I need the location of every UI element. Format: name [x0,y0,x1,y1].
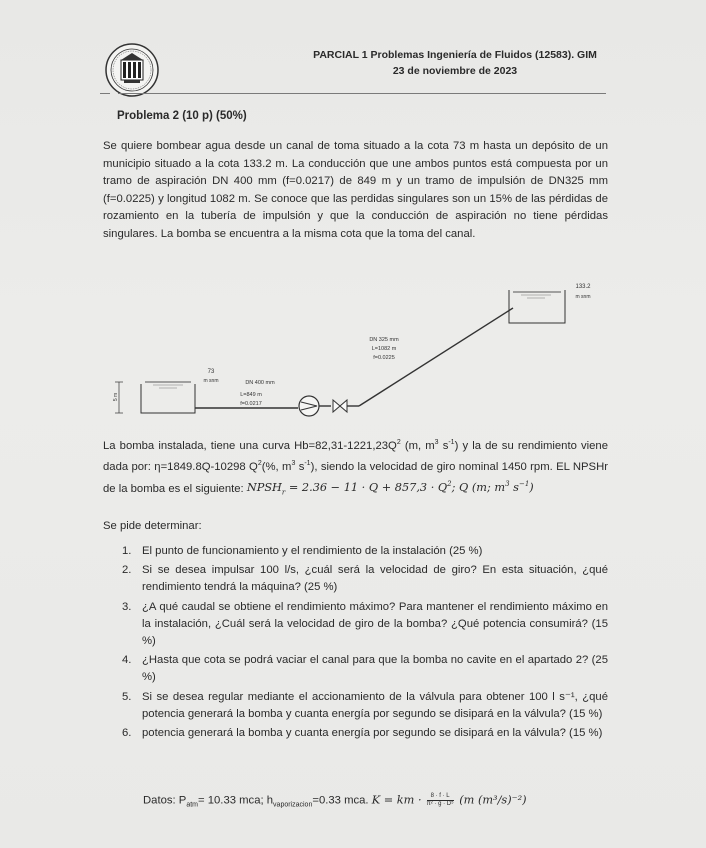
depth-label: 5 m [113,392,119,402]
list-item: 2. Si se desea impulsar 100 l/s, ¿cuál será la velocidad de giro? En esta situación, ¿qué rendimiento tendrá la máquina? (25 %) [122,564,608,594]
intake-canal [141,384,195,413]
header-rule [118,93,606,94]
k-fraction: $\frac{8 \cdot f \cdot L}{\text{π² · g · D⁵}}$ [426,793,454,807]
npsh-formula: $NPSH_r = 2.36 - 11 \cdot Q + 857,3 \cdot Q^2$; Q (m; $m^3$ $s^{-1}$) [246,480,534,497]
list-item: 4. ¿Hasta que cota se podrá vaciar el canal para que la bomba no cavite en el apartado 2? (25 %) [122,654,608,684]
data-line: Datos: $P_{atm}= 10.33$ mca; $h_{vaporizacion}=0.33$ mca. K = km · $\frac{8 \cdot f \cdot L}{\text{π² · g · D⁵}}$ (m (m³/s)⁻²) [143,793,527,809]
impulse-length: L=1082 m [371,346,397,352]
valve-icon [333,400,347,412]
header-rule-left [100,93,110,94]
lower-cota: 73 [207,369,215,375]
list-item: 1. El punto de funcionamiento y el rendimiento de la instalación (25 %) [122,545,483,557]
efficiency-units: (%, m [261,461,292,474]
pump-curves-paragraph: La bomba instalada, tiene una curva $Hb=82,31-1221,23Q^2$ (m, $m^3$ $s^{-1}$) y la de su rendimiento viene dada por: η=1849.8Q-10298 $Q^2(\%$, $m^3$ $s^{-1}$), siendo la velocidad de giro nominal 1450 rpm. EL NPSHr de la bomba es el siguiente: $NPSH_r = 2.36 - 11 \cdot Q + 857,3 \cdot Q^2$; Q (m; $m^3$ $s^{-1}$) [103,439,608,497]
pump-curve-units: (m, m [400,439,435,452]
nominal-speed-text: ), siendo la velocidad de giro nominal 1450 rpm. EL NPSHr de la bomba es el siguiente: [103,461,608,495]
impulse-friction: f=0.0225 [373,355,395,361]
list-item: 5. Si se desea regular mediante el accionamiento de la válvula para obtener 100 l s⁻¹, ¿qué potencia generará la bomba y cuanta energía por segundo se disipará en la válvula? (15 %) [122,690,608,720]
questions-list [118,543,608,744]
impulse-dn: DN 325 mm [369,337,399,343]
exam-header [290,47,620,79]
suction-friction: f=0.0217 [240,401,262,407]
problem-title: Problema 2 (10 p) (50%) [117,110,247,122]
questions-intro: Se pide determinar: [103,520,202,532]
pump-curve-text: La bomba instalada, tiene una curva Hb=82,31-1221,23Q [103,439,397,452]
lower-cota-unit: m snm [203,378,219,384]
efficiency-curve-text: ) y la de su rendimiento viene dada por: η=1849.8Q-10298 Q [103,439,608,474]
pump-curve-units-2: s [438,439,449,452]
header-title: PARCIAL 1 Problemas Ingeniería de Fluidos (12583). GIM [313,49,597,61]
suction-length: L=849 m [240,392,262,398]
efficiency-units-2: s [295,461,305,474]
header-date: 23 de noviembre de 2023 [392,65,518,77]
pumping-diagram [103,278,613,423]
upper-cota: 133.2 [575,284,591,290]
list-item: 6. potencia generará la bomba y cuanta energía por segundo se disipará en la válvula? (15 %) [122,727,603,740]
suction-dn: DN 400 mm [245,380,275,386]
list-item: 3. ¿A qué caudal se obtiene el rendimiento máximo? Para mantener el rendimiento máximo en la instalación, ¿Cuál será la velocidad de giro de la bomba? ¿Qué potencia consumirá? (15 %) [122,600,608,648]
problem-intro: Se quiere bombear agua desde un canal de toma situado a la cota 73 m hasta un depósito de un municipio situado a la cota 133.2 m. La conducción que une ambos puntos está compuesta por un tramo de aspiración DN 400 mm (f=0.0217) de 849 m y un tramo de impulsión de DN325 mm (f=0.0225) y longitud 1082 m. Se conoce que las perdidas singulares son un 15% de las pérdidas de rozamiento en la tubería de impulsión y que la conducción de aspiración no tiene pérdidas singulares. La bomba se encuentra a la misma cota que la toma del canal. [103,140,608,240]
university-seal-logo [104,42,160,98]
upper-cota-unit: m snm [575,294,591,300]
